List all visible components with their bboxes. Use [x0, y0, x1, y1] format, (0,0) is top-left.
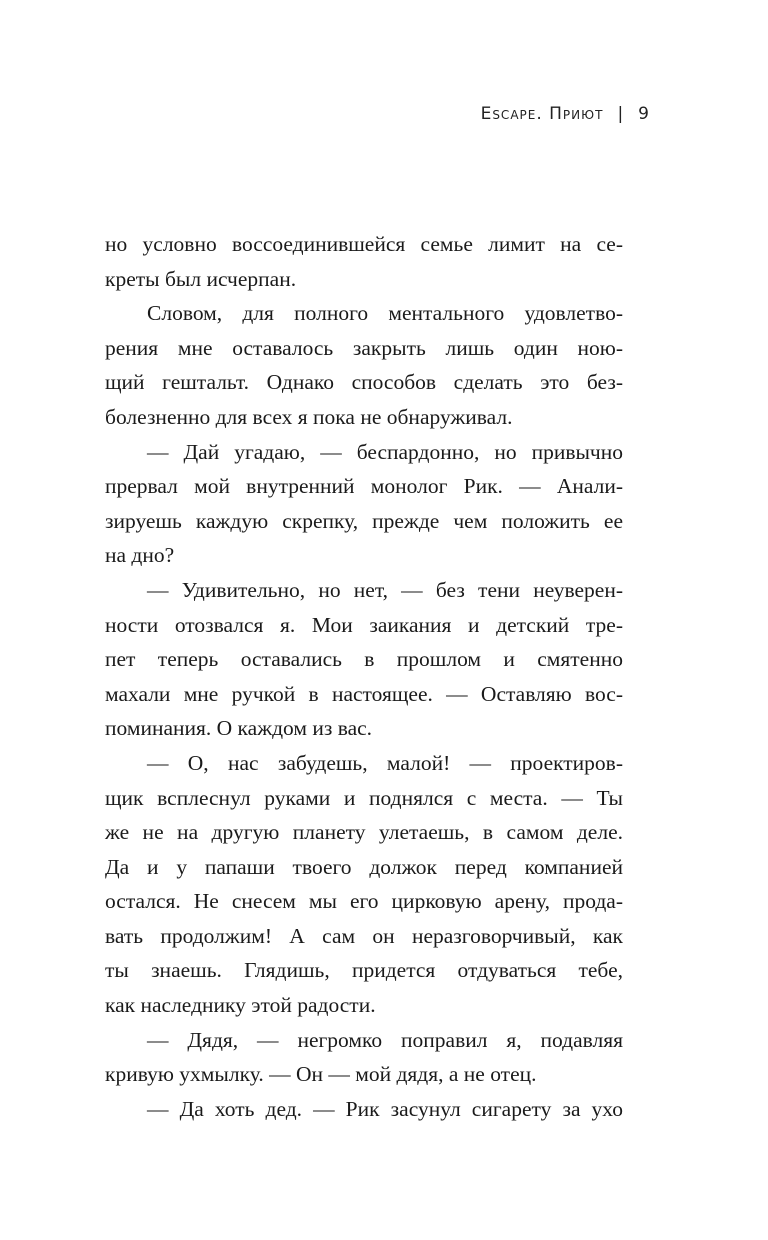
text-line: Словом, для полного ментального удовлетво-	[147, 301, 623, 326]
text-line: креты был исчерпан.	[105, 266, 297, 291]
text-line: поминания. О каждом из вас.	[105, 716, 373, 741]
text-line: — Удивительно, но нет, — без тени неуверен-	[147, 577, 623, 602]
text-line: — О, нас забудешь, малой! — проектиров-	[147, 750, 623, 775]
text-line: остался. Не снесем мы его цирковую арену, прода-	[105, 889, 623, 914]
book-title: Escape. Приют	[480, 104, 604, 124]
header-separator: |	[617, 104, 625, 124]
text-line: кривую ухмылку. — Он — мой дядя, а не отец.	[105, 1062, 537, 1087]
text-line: ты знаешь. Глядишь, придется отдуваться тебе,	[105, 958, 623, 983]
text-line: на дно?	[105, 543, 175, 568]
running-head	[481, 104, 650, 124]
text-line: — Да хоть дед. — Рик засунул сигарету за ухо	[147, 1096, 623, 1121]
text-line: щик всплеснул руками и поднялся с места. — Ты	[105, 785, 623, 810]
body-text	[105, 227, 623, 1126]
text-line: Да и у папаши твоего должок перед компанией	[105, 854, 623, 879]
text-line: — Дядя, — негромко поправил я, подавляя	[147, 1027, 623, 1052]
text-line: же не на другую планету улетаешь, в самом деле.	[105, 820, 623, 845]
text-line: как наследнику этой радости.	[105, 993, 376, 1018]
text-line: — Дай угадаю, — беспардонно, но привычно	[147, 439, 623, 464]
text-line: махали мне ручкой в настоящее. — Оставляю вос-	[105, 681, 623, 706]
text-line: щий гештальт. Однако способов сделать это без-	[105, 370, 623, 395]
text-line: рения мне оставалось закрыть лишь один ною-	[105, 335, 623, 360]
text-line: ности отозвался я. Мои заикания и детский тре-	[105, 612, 623, 637]
text-line: но условно воссоединившейся семье лимит на се-	[105, 232, 623, 256]
text-line: пет теперь оставались в прошлом и смятенно	[105, 647, 623, 672]
page-number: 9	[638, 104, 650, 124]
text-line: болезненно для всех я пока не обнаруживал.	[105, 404, 513, 429]
text-line: вать продолжим! А сам он неразговорчивый, как	[105, 923, 623, 948]
text-line: зируешь каждую скрепку, прежде чем положить ее	[105, 508, 623, 533]
text-line: прервал мой внутренний монолог Рик. — Анали-	[105, 474, 623, 499]
